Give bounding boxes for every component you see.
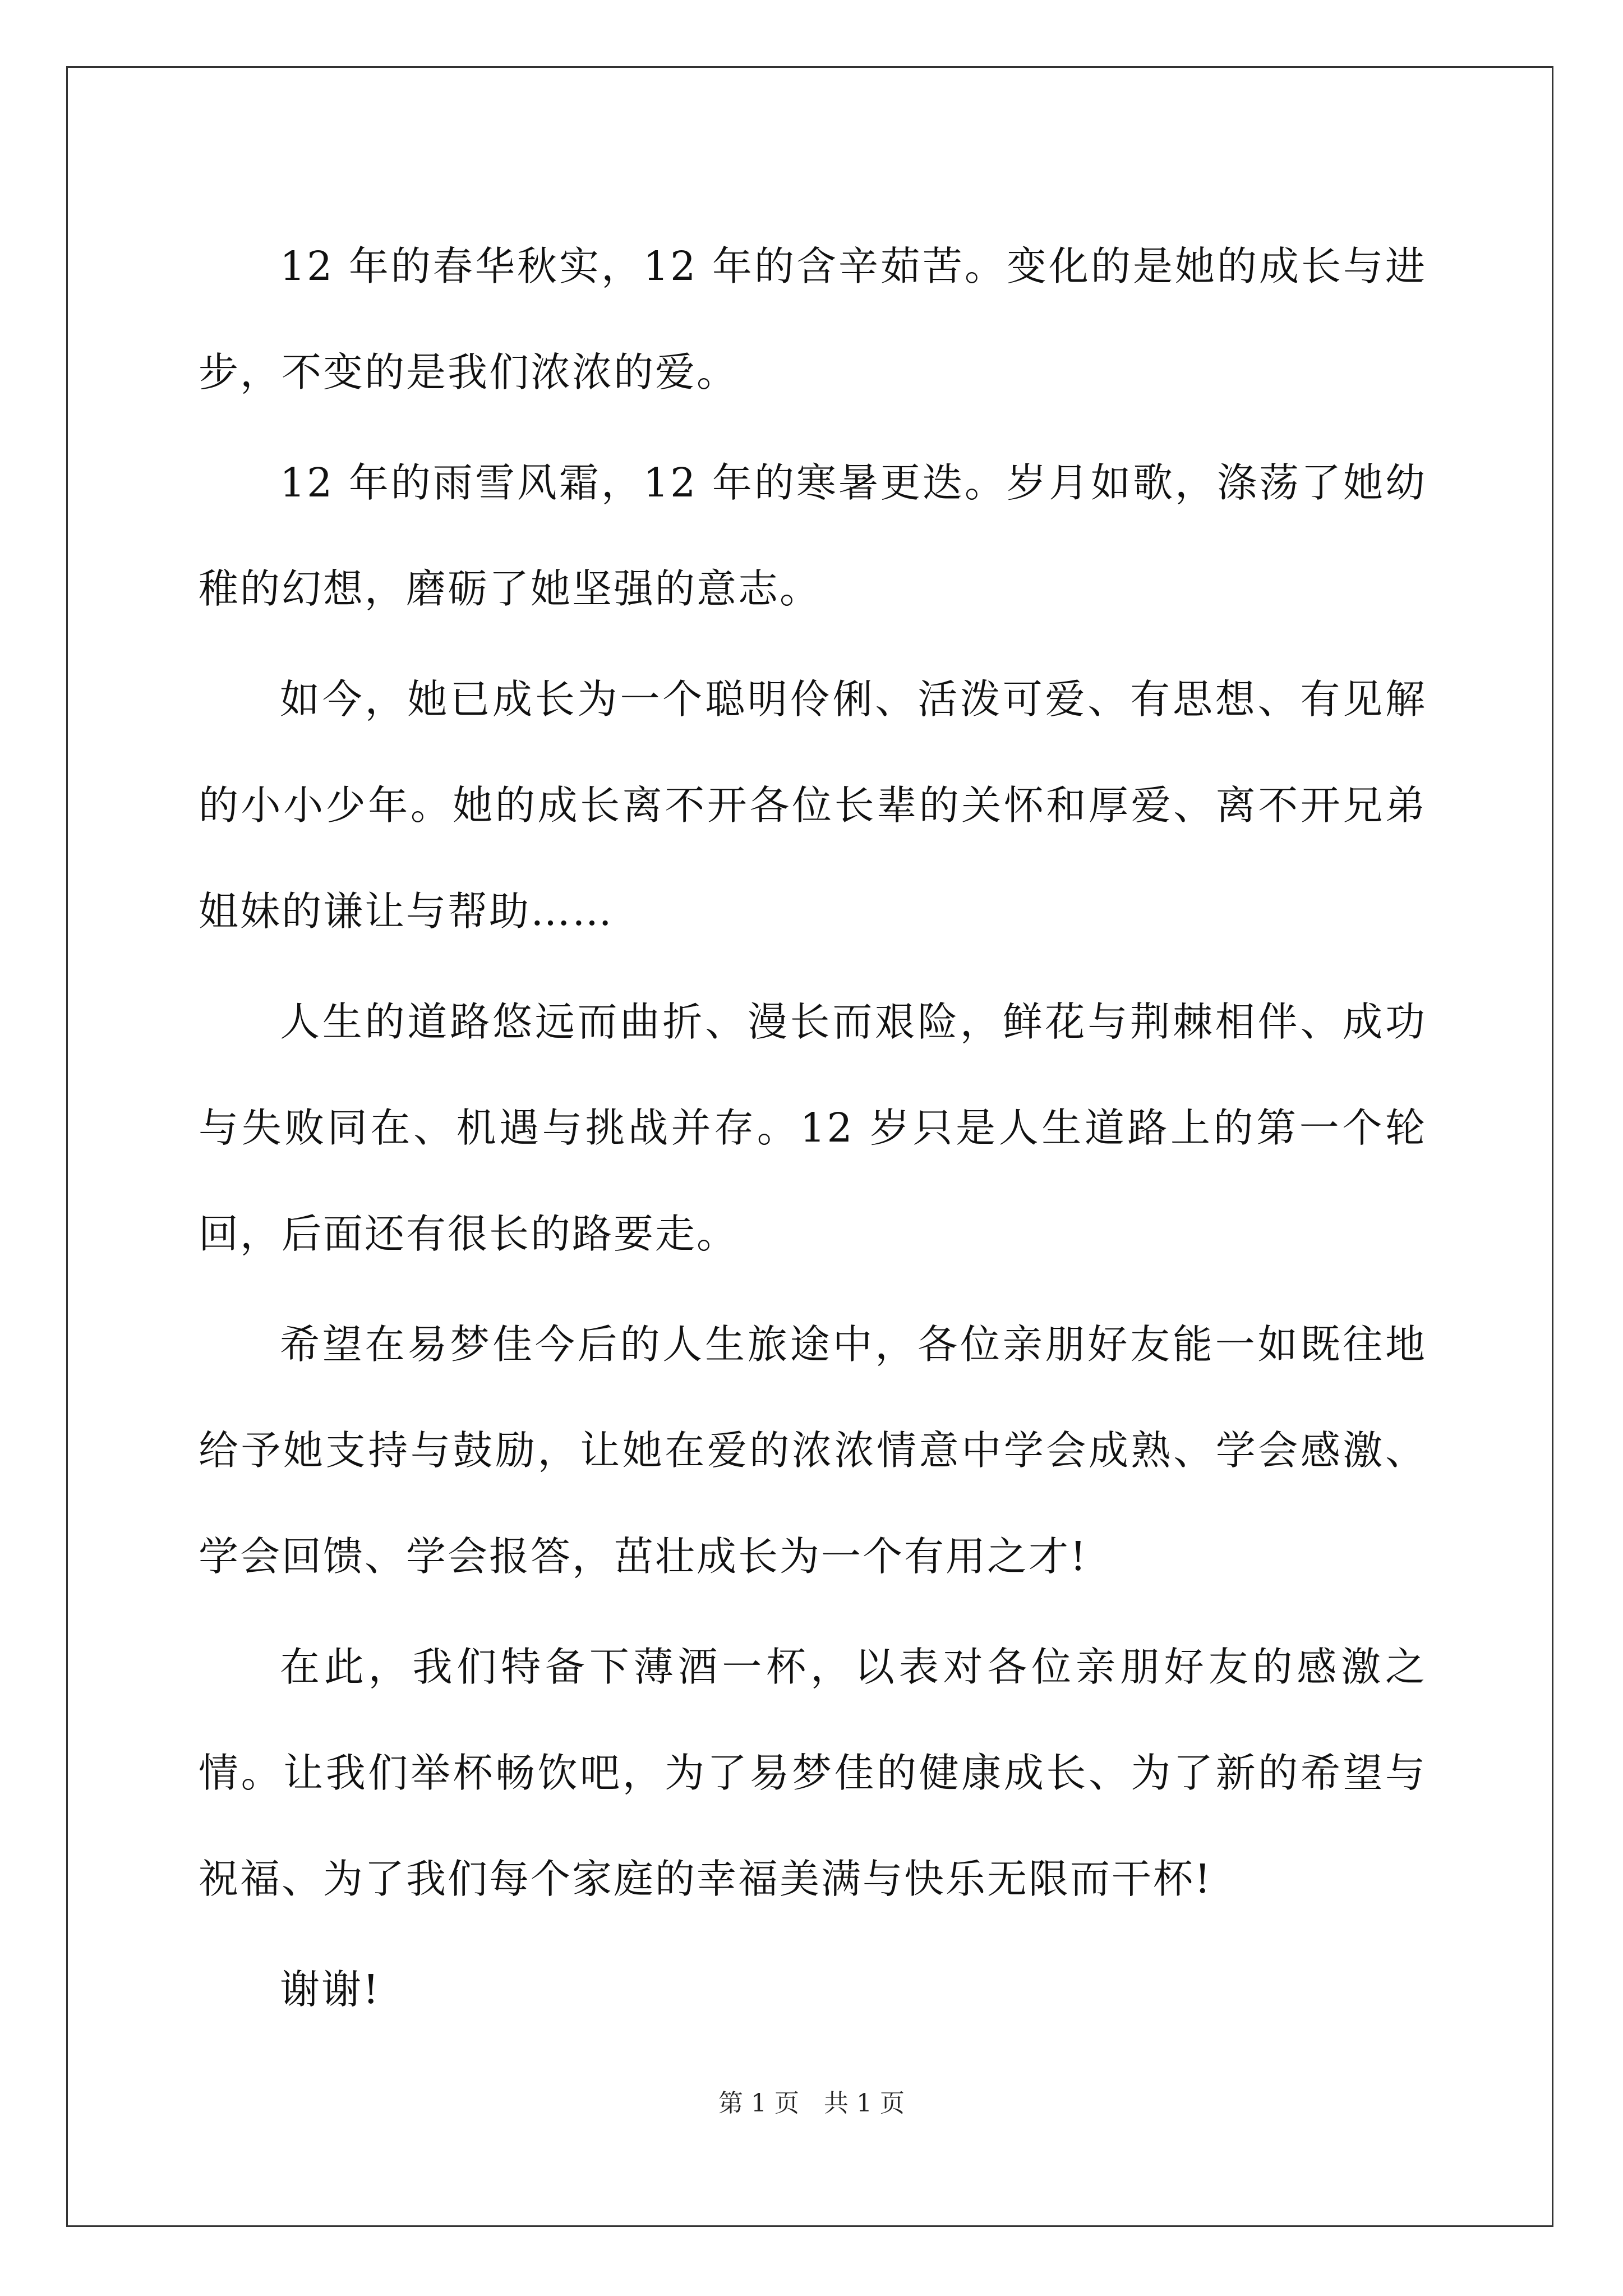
paragraph: 12 年的雨雪风霜，12 年的寒暑更迭。岁月如歌，涤荡了她幼稚的幻想，磨砺了她坚强的意志。 [199,459,1427,612]
document-body [199,213,1427,2047]
paragraph: 在此，我们特备下薄酒一杯，以表对各位亲朋好友的感激之情。让我们举杯畅饮吧，为了易梦佳的健康成长、为了新的希望与祝福、为了我们每个家庭的幸福美满与快乐无限而干杯! [199,1644,1427,1902]
paragraph: 如今，她已成长为一个聪明伶俐、活泼可爱、有思想、有见解的小小少年。她的成长离不开各位长辈的关怀和厚爱、离不开兄弟姐妹的谦让与帮助…… [199,676,1427,935]
paragraph: 希望在易梦佳今后的人生旅途中，各位亲朋好友能一如既往地给予她支持与鼓励，让她在爱的浓浓情意中学会成熟、学会感激、学会回馈、学会报答，茁壮成长为一个有用之才! [199,1321,1427,1580]
paragraph: 12 年的春华秋实，12 年的含辛茹苦。变化的是她的成长与进步，不变的是我们浓浓的爱。 [199,243,1427,395]
page-footer [0,2087,1623,2120]
paragraph: 谢谢! [280,1966,381,2013]
paragraph: 人生的道路悠远而曲折、漫长而艰险，鲜花与荆棘相伴、成功与失败同在、机遇与挑战并存。12 岁只是人生道路上的第一个轮回，后面还有很长的路要走。 [199,999,1427,1257]
page-indicator: 第 1 页 共 1 页 [718,2089,905,2118]
